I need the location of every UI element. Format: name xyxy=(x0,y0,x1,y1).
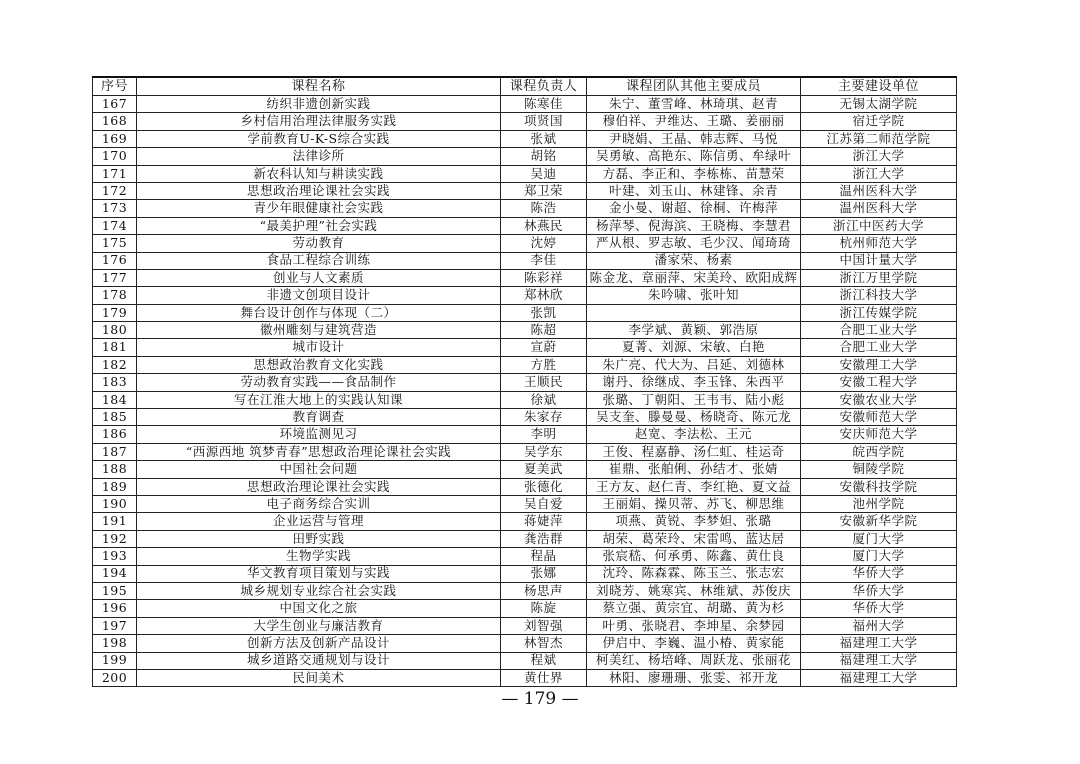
cell-team-members: 刘晓芳、姚寒宾、林维斌、苏俊庆 xyxy=(587,582,801,599)
cell-course-leader: 王顺民 xyxy=(501,374,587,391)
cell-team-members: 陈金龙、章丽萍、宋美玲、欧阳成辉 xyxy=(587,269,801,286)
cell-course-name: “西源西地 筑梦青春”思想政治理论课社会实践 xyxy=(137,443,501,460)
cell-course-leader: 沈婷 xyxy=(501,235,587,252)
cell-index: 176 xyxy=(93,252,137,269)
cell-team-members xyxy=(587,304,801,321)
table-row xyxy=(93,513,957,530)
cell-course-name: 电子商务综合实训 xyxy=(137,495,501,512)
table-row xyxy=(93,217,957,234)
cell-team-members: 潘家荣、杨素 xyxy=(587,252,801,269)
cell-course-name: 环境监测见习 xyxy=(137,426,501,443)
cell-institution: 池州学院 xyxy=(801,495,957,512)
cell-course-name: 新农科认知与耕读实践 xyxy=(137,165,501,182)
cell-course-leader: 吴自爱 xyxy=(501,495,587,512)
cell-course-name: 中国文化之旅 xyxy=(137,600,501,617)
cell-institution: 杭州师范大学 xyxy=(801,235,957,252)
cell-course-leader: 张凯 xyxy=(501,304,587,321)
cell-index: 177 xyxy=(93,269,137,286)
cell-index: 191 xyxy=(93,513,137,530)
cell-course-leader: 蒋婕萍 xyxy=(501,513,587,530)
cell-course-name: 劳动教育 xyxy=(137,235,501,252)
cell-index: 183 xyxy=(93,374,137,391)
cell-course-leader: 陈旋 xyxy=(501,600,587,617)
cell-team-members: 伊启中、李巍、温小椿、黄家能 xyxy=(587,635,801,652)
cell-institution: 铜陵学院 xyxy=(801,461,957,478)
cell-institution: 浙江大学 xyxy=(801,165,957,182)
cell-team-members: 张璐、丁朝阳、王韦韦、陆小彪 xyxy=(587,391,801,408)
cell-course-leader: 张德化 xyxy=(501,478,587,495)
cell-course-name: 大学生创业与廉洁教育 xyxy=(137,617,501,634)
cell-institution: 无锡太湖学院 xyxy=(801,96,957,113)
cell-course-name: 乡村信用治理法律服务实践 xyxy=(137,113,501,130)
cell-institution: 合肥工业大学 xyxy=(801,322,957,339)
cell-course-leader: 陈浩 xyxy=(501,200,587,217)
table-row xyxy=(93,443,957,460)
cell-index: 188 xyxy=(93,461,137,478)
cell-course-name: 劳动教育实践——食品制作 xyxy=(137,374,501,391)
cell-course-leader: 陈寒佳 xyxy=(501,96,587,113)
cell-institution: 浙江传媒学院 xyxy=(801,304,957,321)
header-team-members: 课程团队其他主要成员 xyxy=(587,77,801,96)
cell-course-leader: 龚浩群 xyxy=(501,530,587,547)
cell-course-name: 城乡道路交通规划与设计 xyxy=(137,652,501,669)
page-number: — 179 — xyxy=(501,689,579,709)
cell-course-name: 城乡规划专业综合社会实践 xyxy=(137,582,501,599)
cell-team-members: 崔鼎、张舶俐、孙结才、张婧 xyxy=(587,461,801,478)
cell-course-leader: 张斌 xyxy=(501,130,587,147)
cell-course-name: 法律诊所 xyxy=(137,148,501,165)
cell-team-members: 夏菁、刘源、宋敏、白艳 xyxy=(587,339,801,356)
table-row xyxy=(93,409,957,426)
cell-team-members: 叶勇、张晓君、李坤星、余梦园 xyxy=(587,617,801,634)
cell-course-name: 学前教育U-K-S综合实践 xyxy=(137,130,501,147)
table-row xyxy=(93,426,957,443)
cell-course-name: 城市设计 xyxy=(137,339,501,356)
cell-index: 186 xyxy=(93,426,137,443)
cell-institution: 厦门大学 xyxy=(801,548,957,565)
table-row xyxy=(93,200,957,217)
cell-institution: 安庆师范大学 xyxy=(801,426,957,443)
cell-index: 170 xyxy=(93,148,137,165)
table-row xyxy=(93,600,957,617)
cell-index: 168 xyxy=(93,113,137,130)
cell-course-leader: 方胜 xyxy=(501,356,587,373)
table-row xyxy=(93,617,957,634)
cell-course-name: 民间美术 xyxy=(137,669,501,686)
table-row xyxy=(93,548,957,565)
cell-institution: 安徽农业大学 xyxy=(801,391,957,408)
cell-team-members: 林阳、廖珊珊、张雯、祁开龙 xyxy=(587,669,801,686)
cell-course-leader: 李明 xyxy=(501,426,587,443)
cell-course-leader: 项贤国 xyxy=(501,113,587,130)
cell-course-leader: 程晶 xyxy=(501,548,587,565)
cell-course-name: 写在江淮大地上的实践认知课 xyxy=(137,391,501,408)
cell-institution: 温州医科大学 xyxy=(801,200,957,217)
cell-index: 184 xyxy=(93,391,137,408)
cell-institution: 浙江大学 xyxy=(801,148,957,165)
table-row xyxy=(93,269,957,286)
cell-index: 180 xyxy=(93,322,137,339)
cell-course-leader: 林智杰 xyxy=(501,635,587,652)
table-row xyxy=(93,287,957,304)
cell-institution: 安徽理工大学 xyxy=(801,356,957,373)
cell-index: 171 xyxy=(93,165,137,182)
cell-index: 174 xyxy=(93,217,137,234)
table-row xyxy=(93,478,957,495)
header-row xyxy=(93,77,957,96)
cell-index: 187 xyxy=(93,443,137,460)
table-body xyxy=(93,96,957,687)
cell-course-name: 舞台设计创作与体现（二） xyxy=(137,304,501,321)
cell-team-members: 沈玲、陈森霖、陈玉兰、张志宏 xyxy=(587,565,801,582)
table-row xyxy=(93,130,957,147)
table-row xyxy=(93,356,957,373)
cell-institution: 福建理工大学 xyxy=(801,652,957,669)
cell-team-members: 吴勇敏、高艳东、陈信勇、牟绿叶 xyxy=(587,148,801,165)
cell-team-members: 穆伯祥、尹维达、王璐、姜丽丽 xyxy=(587,113,801,130)
cell-index: 190 xyxy=(93,495,137,512)
cell-index: 196 xyxy=(93,600,137,617)
header-course-leader: 课程负责人 xyxy=(501,77,587,96)
cell-course-name: 纺织非遗创新实践 xyxy=(137,96,501,113)
table-row xyxy=(93,652,957,669)
cell-course-name: 企业运营与管理 xyxy=(137,513,501,530)
cell-institution: 安徽师范大学 xyxy=(801,409,957,426)
cell-course-leader: 徐斌 xyxy=(501,391,587,408)
cell-course-name: 创新方法及创新产品设计 xyxy=(137,635,501,652)
cell-course-name: 教育调查 xyxy=(137,409,501,426)
cell-index: 175 xyxy=(93,235,137,252)
table-row xyxy=(93,235,957,252)
cell-team-members: 赵宽、李法松、王元 xyxy=(587,426,801,443)
cell-team-members: 朱宁、董雪峰、林琦琪、赵青 xyxy=(587,96,801,113)
cell-team-members: 王方友、赵仁青、李红艳、夏文益 xyxy=(587,478,801,495)
cell-institution: 华侨大学 xyxy=(801,600,957,617)
cell-course-leader: 李佳 xyxy=(501,252,587,269)
table-row xyxy=(93,565,957,582)
cell-course-leader: 朱家存 xyxy=(501,409,587,426)
cell-institution: 浙江科技大学 xyxy=(801,287,957,304)
cell-team-members: 方磊、李正和、李栋栋、苗慧荣 xyxy=(587,165,801,182)
cell-course-name: 思想政治理论课社会实践 xyxy=(137,182,501,199)
cell-team-members: 杨萍琴、倪海滨、王晓梅、李慧君 xyxy=(587,217,801,234)
cell-index: 172 xyxy=(93,182,137,199)
cell-institution: 皖西学院 xyxy=(801,443,957,460)
cell-index: 169 xyxy=(93,130,137,147)
table-row xyxy=(93,374,957,391)
cell-institution: 宿迁学院 xyxy=(801,113,957,130)
cell-index: 173 xyxy=(93,200,137,217)
cell-team-members: 严从根、罗志敏、毛少汉、闻琦琦 xyxy=(587,235,801,252)
cell-team-members: 谢丹、徐继成、李玉锋、朱西平 xyxy=(587,374,801,391)
cell-institution: 合肥工业大学 xyxy=(801,339,957,356)
table-row xyxy=(93,391,957,408)
cell-course-leader: 郑林欣 xyxy=(501,287,587,304)
cell-index: 179 xyxy=(93,304,137,321)
cell-course-leader: 张娜 xyxy=(501,565,587,582)
cell-index: 181 xyxy=(93,339,137,356)
table-row xyxy=(93,113,957,130)
table-row xyxy=(93,96,957,113)
cell-course-name: 思想政治理论课社会实践 xyxy=(137,478,501,495)
cell-index: 195 xyxy=(93,582,137,599)
cell-team-members: 金小曼、谢超、徐桐、许梅萍 xyxy=(587,200,801,217)
table-row xyxy=(93,582,957,599)
cell-team-members: 尹晓娟、王晶、韩志辉、马悦 xyxy=(587,130,801,147)
cell-index: 197 xyxy=(93,617,137,634)
cell-course-leader: 吴迪 xyxy=(501,165,587,182)
cell-institution: 华侨大学 xyxy=(801,565,957,582)
cell-course-name: 创业与人文素质 xyxy=(137,269,501,286)
cell-course-name: 华文教育项目策划与实践 xyxy=(137,565,501,582)
header-institution: 主要建设单位 xyxy=(801,77,957,96)
cell-institution: 安徽新华学院 xyxy=(801,513,957,530)
cell-index: 167 xyxy=(93,96,137,113)
table-row xyxy=(93,252,957,269)
table-row xyxy=(93,148,957,165)
cell-team-members: 朱广亮、代大为、吕延、刘德林 xyxy=(587,356,801,373)
cell-institution: 安徽工程大学 xyxy=(801,374,957,391)
cell-index: 178 xyxy=(93,287,137,304)
cell-team-members: 胡荣、葛荣玲、宋雷鸣、蓝达居 xyxy=(587,530,801,547)
cell-course-leader: 陈超 xyxy=(501,322,587,339)
course-table xyxy=(92,76,957,687)
header-course-name: 课程名称 xyxy=(137,77,501,96)
cell-course-leader: 程斌 xyxy=(501,652,587,669)
cell-institution: 江苏第二师范学院 xyxy=(801,130,957,147)
cell-team-members: 朱吟啸、张叶知 xyxy=(587,287,801,304)
cell-team-members: 王丽娟、操贝蒂、苏飞、柳思维 xyxy=(587,495,801,512)
cell-team-members: 叶建、刘玉山、林建锋、余青 xyxy=(587,182,801,199)
cell-course-leader: 郑卫荣 xyxy=(501,182,587,199)
cell-course-leader: 胡铭 xyxy=(501,148,587,165)
cell-team-members: 吴支奎、滕曼曼、杨晓奇、陈元龙 xyxy=(587,409,801,426)
cell-institution: 浙江中医药大学 xyxy=(801,217,957,234)
cell-course-leader: 黄仕界 xyxy=(501,669,587,686)
table-row xyxy=(93,304,957,321)
cell-course-leader: 杨思声 xyxy=(501,582,587,599)
cell-index: 193 xyxy=(93,548,137,565)
cell-institution: 浙江万里学院 xyxy=(801,269,957,286)
cell-index: 198 xyxy=(93,635,137,652)
cell-course-name: 食品工程综合训练 xyxy=(137,252,501,269)
table-row xyxy=(93,495,957,512)
cell-index: 199 xyxy=(93,652,137,669)
cell-team-members: 王俊、程嘉静、汤仁虹、桂运奇 xyxy=(587,443,801,460)
table-row xyxy=(93,322,957,339)
table-header xyxy=(93,77,957,96)
cell-index: 192 xyxy=(93,530,137,547)
cell-institution: 厦门大学 xyxy=(801,530,957,547)
table-row xyxy=(93,339,957,356)
cell-index: 182 xyxy=(93,356,137,373)
cell-course-name: “最美护理”社会实践 xyxy=(137,217,501,234)
cell-team-members: 李学斌、黄颖、郭浩原 xyxy=(587,322,801,339)
cell-course-name: 青少年眼健康社会实践 xyxy=(137,200,501,217)
cell-team-members: 蔡立强、黄宗宜、胡璐、黄为杉 xyxy=(587,600,801,617)
cell-institution: 中国计量大学 xyxy=(801,252,957,269)
cell-course-leader: 吴学东 xyxy=(501,443,587,460)
table-row xyxy=(93,635,957,652)
table-row xyxy=(93,530,957,547)
table-row xyxy=(93,182,957,199)
cell-course-name: 徽州雕刻与建筑营造 xyxy=(137,322,501,339)
table-row xyxy=(93,165,957,182)
cell-institution: 福州大学 xyxy=(801,617,957,634)
cell-institution: 华侨大学 xyxy=(801,582,957,599)
cell-course-name: 生物学实践 xyxy=(137,548,501,565)
cell-course-name: 思想政治教育文化实践 xyxy=(137,356,501,373)
cell-course-name: 中国社会问题 xyxy=(137,461,501,478)
table-row xyxy=(93,669,957,686)
cell-index: 185 xyxy=(93,409,137,426)
cell-institution: 福建理工大学 xyxy=(801,669,957,686)
cell-institution: 温州医科大学 xyxy=(801,182,957,199)
table-row xyxy=(93,461,957,478)
cell-course-leader: 林燕民 xyxy=(501,217,587,234)
cell-team-members: 张宸嵇、何承勇、陈鑫、黄仕良 xyxy=(587,548,801,565)
cell-course-leader: 陈彩祥 xyxy=(501,269,587,286)
cell-course-leader: 夏美武 xyxy=(501,461,587,478)
cell-index: 200 xyxy=(93,669,137,686)
header-index: 序号 xyxy=(93,77,137,96)
cell-institution: 安徽科技学院 xyxy=(801,478,957,495)
cell-team-members: 柯美红、杨培峰、周跃龙、张丽花 xyxy=(587,652,801,669)
cell-index: 194 xyxy=(93,565,137,582)
cell-course-leader: 刘智强 xyxy=(501,617,587,634)
cell-course-leader: 宣蔚 xyxy=(501,339,587,356)
cell-institution: 福建理工大学 xyxy=(801,635,957,652)
cell-index: 189 xyxy=(93,478,137,495)
cell-course-name: 田野实践 xyxy=(137,530,501,547)
cell-team-members: 项燕、黄锐、李梦妲、张璐 xyxy=(587,513,801,530)
cell-course-name: 非遗文创项目设计 xyxy=(137,287,501,304)
